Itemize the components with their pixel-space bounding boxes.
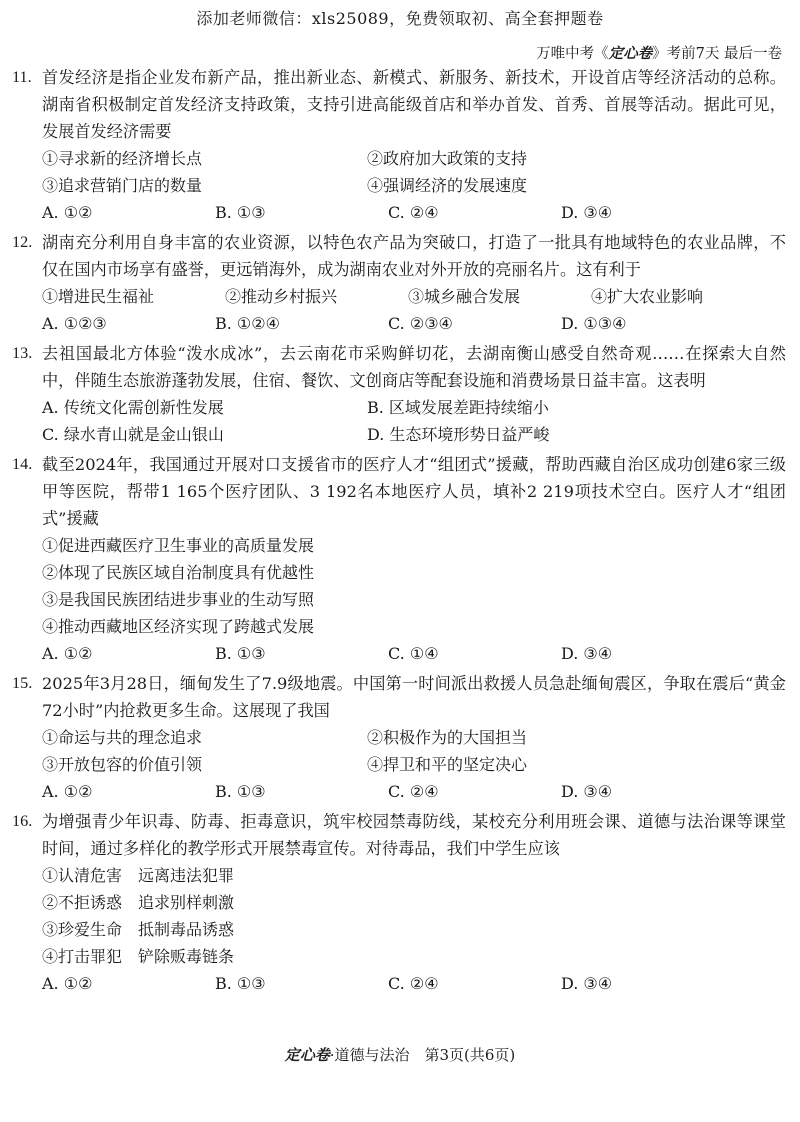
option-a[interactable]: A. ①② <box>42 974 93 993</box>
footer-brand: 定心卷 <box>284 1046 330 1064</box>
option-row <box>12 640 786 667</box>
stem-text: 去祖国最北方体验“泼水成冰”，去云南花市采购鲜切花，去湖南衡山感受自然奇观……在探索大自然中，伴随生态旅游蓬勃发展，住宿、餐饮、文创商店等配套设施和消费场景日益丰富。这表明 <box>42 344 786 390</box>
statement-row <box>12 751 786 778</box>
promo-banner: 添加老师微信：xls25089，免费领取初、高全套押题卷 <box>196 9 604 28</box>
option-b[interactable]: B. ①③ <box>215 644 266 663</box>
question-number: 13. <box>12 344 33 362</box>
stem-text: 湖南充分利用自身丰富的农业资源，以特色农产品为突破口，打造了一批具有地域特色的农业品牌，不仅在国内市场享有盛誉，更远销海外，成为湖南农业对外开放的亮丽名片。这有利于 <box>42 233 786 279</box>
question-11 <box>12 64 786 226</box>
option-d[interactable]: D. ③④ <box>561 644 613 663</box>
statement-3: ③开放包容的价值引领 <box>42 755 203 774</box>
question-stem <box>12 670 786 724</box>
question-number: 11. <box>12 68 32 86</box>
option-c[interactable]: C. ②④ <box>388 974 439 993</box>
option-row <box>12 970 786 997</box>
footer-text: ·道德与法治 第3页(共6页) <box>329 1046 516 1064</box>
option-row <box>12 778 786 805</box>
statement-row <box>12 724 786 751</box>
option-a[interactable]: A. ①②③ <box>42 314 107 333</box>
statement-2: ②积极作为的大国担当 <box>367 728 528 747</box>
option-d[interactable]: D. 生态环境形势日益严峻 <box>367 425 550 444</box>
statement-1: ①认清危害 远离违法犯罪 <box>42 866 235 885</box>
option-b[interactable]: B. ①③ <box>215 974 266 993</box>
question-13 <box>12 340 786 448</box>
option-c[interactable]: C. ①④ <box>388 644 439 663</box>
statement-4: ④扩大农业影响 <box>591 287 704 306</box>
option-a[interactable]: A. ①② <box>42 782 93 801</box>
statement-1: ①促进西藏医疗卫生事业的高质量发展 <box>42 536 315 555</box>
statement-1: ①命运与共的理念追求 <box>42 728 203 747</box>
page-footer <box>0 1044 800 1065</box>
statement-4: ④强调经济的发展速度 <box>367 176 528 195</box>
statement-2: ②推动乡村振兴 <box>225 287 338 306</box>
question-stem <box>12 64 786 145</box>
header-prefix: 万唯中考《 <box>536 46 609 62</box>
option-b[interactable]: B. ①③ <box>215 203 266 222</box>
question-12 <box>12 229 786 337</box>
question-stem <box>12 229 786 283</box>
question-15 <box>12 670 786 805</box>
statement-1: ①寻求新的经济增长点 <box>42 149 203 168</box>
option-d[interactable]: D. ③④ <box>561 203 613 222</box>
option-c[interactable]: C. 绿水青山就是金山银山 <box>42 425 224 444</box>
option-row <box>12 199 786 226</box>
statement-row <box>12 172 786 199</box>
header-brand: 定心卷 <box>608 45 653 62</box>
statement-2: ②体现了民族区域自治制度具有优越性 <box>42 563 315 582</box>
option-d[interactable]: D. ③④ <box>561 782 613 801</box>
question-number: 15. <box>12 674 33 692</box>
statement-2: ②不拒诱惑 追求别样刺激 <box>42 893 235 912</box>
option-c[interactable]: C. ②④ <box>388 203 439 222</box>
stem-text: 为增强青少年识毒、防毒、拒毒意识，筑牢校园禁毒防线，某校充分利用班会课、道德与法治课等课堂时间，通过多样化的教学形式开展禁毒宣传。对待毒品，我们中学生应该 <box>42 812 786 858</box>
statement-3: ③追求营销门店的数量 <box>42 176 203 195</box>
statement-4: ④打击罪犯 铲除贩毒链条 <box>42 947 235 966</box>
question-number: 12. <box>12 233 33 251</box>
stem-text: 截至2024年，我国通过开展对口支援省市的医疗人才“组团式”援藏，帮助西藏自治区成功创建6家三级甲等医院，帮带1 165个医疗团队、3 192名本地医疗人员，填补2 219项技术空白。医疗人才“组团式”援藏 <box>42 455 786 528</box>
question-stem <box>12 808 786 862</box>
question-16 <box>12 808 786 997</box>
header-suffix: 》考前7天 最后一卷 <box>652 46 782 62</box>
statement-4: ④推动西藏地区经济实现了跨越式发展 <box>42 617 315 636</box>
option-b[interactable]: B. ①②④ <box>215 314 280 333</box>
question-number: 14. <box>12 455 33 473</box>
running-header <box>536 42 782 63</box>
statement-row <box>12 283 786 310</box>
option-b[interactable]: B. ①③ <box>215 782 266 801</box>
question-14 <box>12 451 786 667</box>
statement-1: ①增进民生福祉 <box>42 287 155 306</box>
question-list <box>12 64 786 997</box>
question-number: 16. <box>12 812 33 830</box>
option-row <box>12 421 786 448</box>
stem-text: 首发经济是指企业发布新产品，推出新业态、新模式、新服务、新技术，开设首店等经济活动的总称。湖南省积极制定首发经济支持政策，支持引进高能级首店和举办首发、首秀、首展等活动。据此可见，发展首发经济需要 <box>42 68 786 141</box>
statement-2: ②政府加大政策的支持 <box>367 149 528 168</box>
option-c[interactable]: C. ②③④ <box>388 314 453 333</box>
question-stem <box>12 340 786 394</box>
option-a[interactable]: A. ①② <box>42 644 93 663</box>
option-c[interactable]: C. ②④ <box>388 782 439 801</box>
statement-3: ③珍爱生命 抵制毒品诱惑 <box>42 920 235 939</box>
option-row <box>12 394 786 421</box>
option-a[interactable]: A. 传统文化需创新性发展 <box>42 398 224 417</box>
option-a[interactable]: A. ①② <box>42 203 93 222</box>
option-d[interactable]: D. ③④ <box>561 974 613 993</box>
question-stem <box>12 451 786 532</box>
statement-row <box>12 145 786 172</box>
stem-text: 2025年3月28日，缅甸发生了7.9级地震。中国第一时间派出救援人员急赴缅甸震区，争取在震后“黄金72小时”内抢救更多生命。这展现了我国 <box>42 674 786 720</box>
option-d[interactable]: D. ①③④ <box>561 314 627 333</box>
option-b[interactable]: B. 区域发展差距持续缩小 <box>367 398 549 417</box>
option-row <box>12 310 786 337</box>
statement-4: ④捍卫和平的坚定决心 <box>367 755 528 774</box>
statement-3: ③城乡融合发展 <box>408 287 521 306</box>
statement-3: ③是我国民族团结进步事业的生动写照 <box>42 590 315 609</box>
